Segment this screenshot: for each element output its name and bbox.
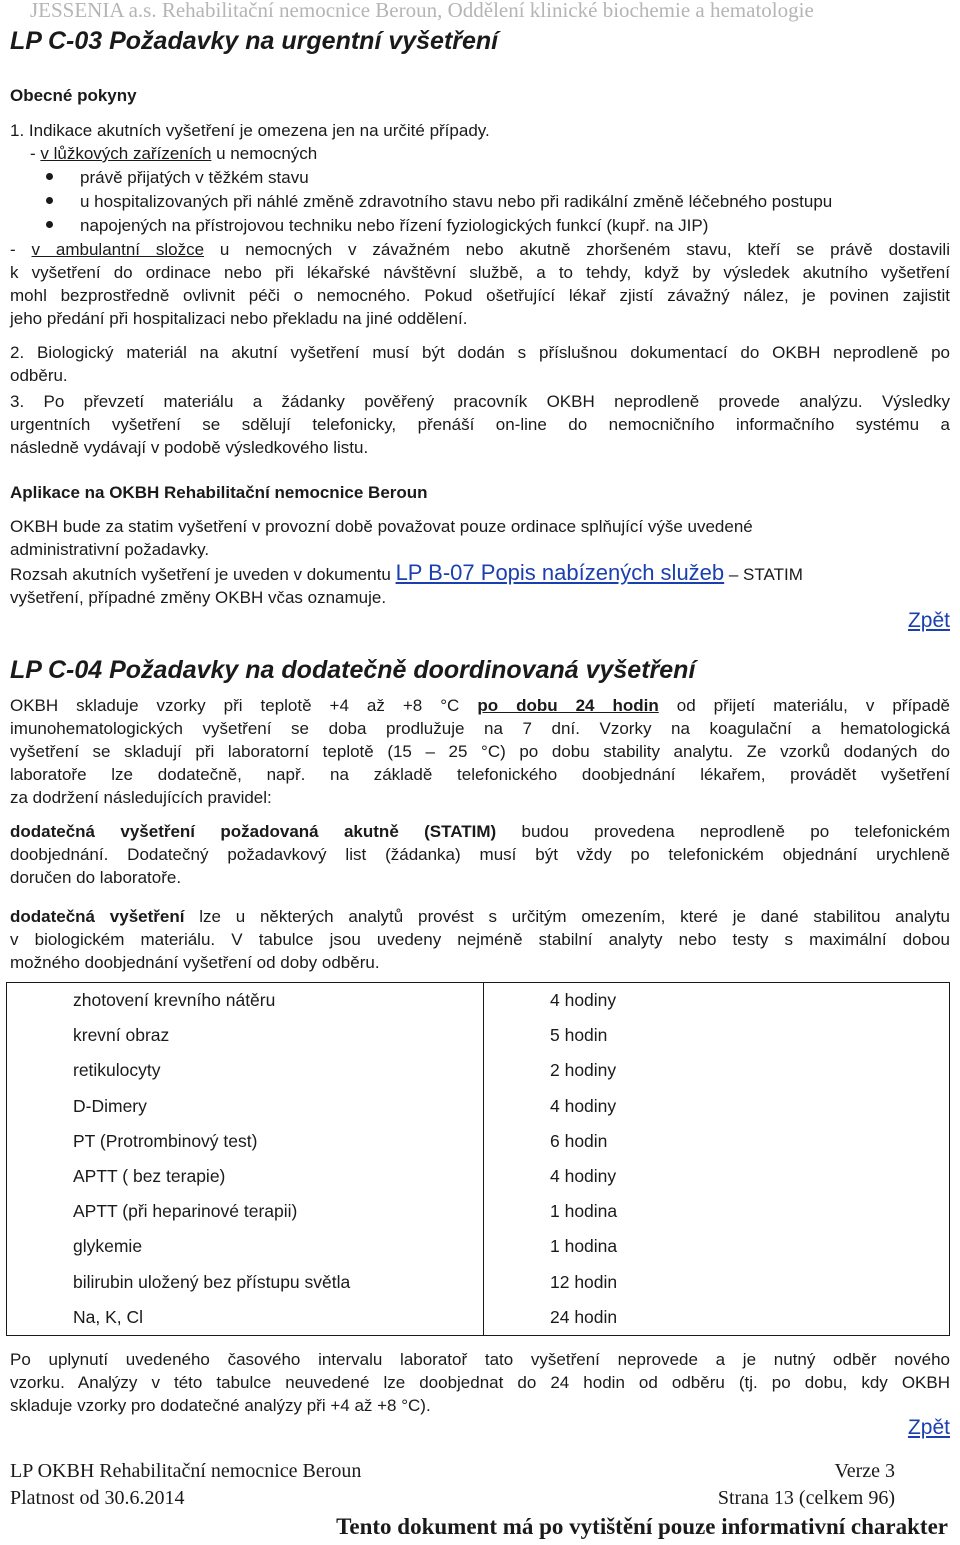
table-row [7,1053,950,1088]
analyte-cell: zhotovení krevního nátěru [7,983,484,1019]
intro-line-5: za dodržení následujících pravidel: [10,788,272,807]
ambulant-line-4: jeho předání při hospitalizaci nebo překladu na jiné oddělení. [10,309,468,328]
intro-line-3: vyšetření se skladují při laboratorní teplotě (15 – 25 °C) po dobu stability analytu. Ze vzorků dodaných do [10,742,950,761]
analyte-cell: retikulocyty [7,1053,484,1088]
table-row [7,1300,950,1336]
time-cell: 1 hodina [550,1236,618,1257]
intro-line-2: imunohematologických vyšetření se doba prodlužuje na 7 dní. Vzorky na koagulační a hematologická [10,719,950,738]
table-row [7,1194,950,1229]
services-doc-link[interactable]: LP B-07 Popis nabízených služeb [395,560,725,585]
application-line-3: Rozsah akutních vyšetření je uveden v dokumentu LP B-07 Popis nabízených služeb – STATIM [10,560,803,585]
analyte-cell: D-Dimery [7,1089,484,1124]
analyte-cell: krevní obraz [7,1018,484,1053]
list-item: u hospitalizovaných při náhlé změně zdravotního stavu nebo při radikální změně léčebného postupu [80,192,833,211]
additional-line-1: dodatečná vyšetření lze u některých analytů provést s určitým omezením, které je dané stabilitou analytu [10,907,950,926]
ambulant-line-2: k vyšetření do ordinace nebo při lékařské návštěvní službě, a to tehdy, když by výsledek akutního vyšetření [10,263,950,282]
paragraph-3-line-1: 3. Po převzetí materiálu a žádanky pověřený pracovník OKBH neprodleně provede analýzu. Výsledky [10,392,950,411]
ambulant-line-1: - v ambulantní složce u nemocných v závažném nebo akutně zhoršeném stavu, kteří se právě dostavili [10,240,950,259]
intro-line-4: laboratoře lze dodatečně, např. na základě telefonického doobjednání lékařem, provádět vyšetření [10,765,950,784]
bullet-icon [46,221,53,228]
table-row [7,1089,950,1124]
time-cell: 4 hodiny [550,1095,617,1116]
paragraph-3-line-3: následně vydávají v podobě výsledkového listu. [10,438,369,457]
application-line-2: administrativní požadavky. [10,540,210,559]
statim-line-3: doručen do laboratoře. [10,868,182,887]
footnote-line-1: Po uplynutí uvedeného časového intervalu laboratoř tato vyšetření neprovede a je nutný odběr nového [10,1350,950,1369]
bullet-icon [46,173,53,180]
application-line-4: vyšetření, případné změny OKBH včas oznamuje. [10,588,387,607]
footer-page-number: Strana 13 (celkem 96) [717,1487,895,1509]
paragraph-2-line-1: 2. Biologický materiál na akutní vyšetření musí být dodán s příslušnou dokumentací do OKBH neprodleně po [10,343,950,362]
inpatient-line: - v lůžkových zařízeních u nemocných [30,144,318,163]
paragraph-3-line-2: urgentních vyšetření se sdělují telefonicky, přenáší on-line do nemocničního informačního systému a [10,415,950,434]
back-link[interactable]: Zpět [907,1416,950,1439]
table-row [7,983,950,1019]
stability-table [6,982,950,1336]
bullet-icon [46,197,53,204]
list-item: napojených na přístrojovou techniku nebo řízení fyziologických funkcí (kupř. na JIP) [80,216,709,235]
additional-line-3: možného doobjednání vyšetření od doby odběru. [10,953,380,972]
statim-line-2: doobjednání. Dodatečný požadavkový list (žádanka) musí být vždy po telefonickém objednání urychleně [10,845,950,864]
table-row [7,1265,950,1300]
analyte-cell: glykemie [7,1229,484,1264]
inpatient-link[interactable]: v lůžkových zařízeních [40,144,212,163]
application-heading: Aplikace na OKBH Rehabilitační nemocnice Beroun [10,483,428,502]
footer-notice: Tento dokument má po vytištění pouze informativní charakter [336,1514,948,1539]
back-link[interactable]: Zpět [907,609,950,632]
time-cell: 24 hodin [550,1306,618,1327]
time-cell: 4 hodiny [550,1166,617,1187]
table-row [7,1124,950,1159]
additional-line-2: v biologickém materiálu. V tabulce jsou uvedeny nejméně stabilní analyty nebo testy s maximální dobou [10,930,950,949]
section-title-c03: LP C-03 Požadavky na urgentní vyšetření [10,27,499,55]
list-item: právě přijatých v těžkém stavu [80,168,309,187]
footer-doc-name: LP OKBH Rehabilitační nemocnice Beroun [10,1460,362,1482]
ambulant-link[interactable]: v ambulantní složce [31,240,205,259]
subheading-general: Obecné pokyny [10,86,137,105]
analyte-cell: APTT ( bez terapie) [7,1159,484,1194]
analyte-cell: Na, K, Cl [7,1300,484,1336]
ambulant-line-3: mohl bezprostředně ovlivnit péči o nemocného. Pokud ošetřující lékař zjistí závažný nález, je povinen zajistit [10,286,950,305]
intro-line-1: OKBH skladuje vzorky při teplotě +4 až +8 °C po dobu 24 hodin od přijetí materiálu, v případě [10,696,950,715]
table-row [7,1229,950,1264]
footnote-line-2: vzorku. Analýzy v této tabulce neuvedené lze doobjednat do 24 hodin od odběru (tj. po dobu, kdy OKBH [10,1373,950,1392]
table-row [7,1159,950,1194]
analyte-cell: PT (Protrombinový test) [7,1124,484,1159]
footnote-line-3: skladuje vzorky pro dodatečné analýzy při +4 až +8 °C). [10,1396,431,1415]
footer-version: Verze 3 [834,1460,895,1482]
page-header: JESSENIA a.s. Rehabilitační nemocnice Beroun, Oddělení klinické biochemie a hematologie [30,0,814,22]
time-cell: 6 hodin [550,1130,608,1151]
analyte-cell: bilirubin uložený bez přístupu světla [7,1265,484,1300]
analyte-cell: APTT (při heparinové terapii) [7,1194,484,1229]
time-cell: 12 hodin [550,1271,618,1292]
time-cell: 5 hodin [550,1025,608,1046]
paragraph-2-line-2: odběru. [10,366,68,385]
time-cell: 2 hodiny [550,1060,617,1081]
statim-line-1: dodatečná vyšetření požadovaná akutně (STATIM) budou provedena neprodleně po telefonickém [10,822,951,841]
time-cell: 4 hodiny [550,990,617,1011]
footer-valid-from: Platnost od 30.6.2014 [10,1487,185,1509]
section-title-c04: LP C-04 Požadavky na dodatečně doordinovaná vyšetření [10,656,696,684]
application-line-1: OKBH bude za statim vyšetření v provozní době považovat pouze ordinace splňující výše uvedené [10,517,753,536]
time-cell: 1 hodina [550,1201,618,1222]
paragraph-1: 1. Indikace akutních vyšetření je omezena jen na určité případy. [10,121,490,140]
table-row [7,1018,950,1053]
